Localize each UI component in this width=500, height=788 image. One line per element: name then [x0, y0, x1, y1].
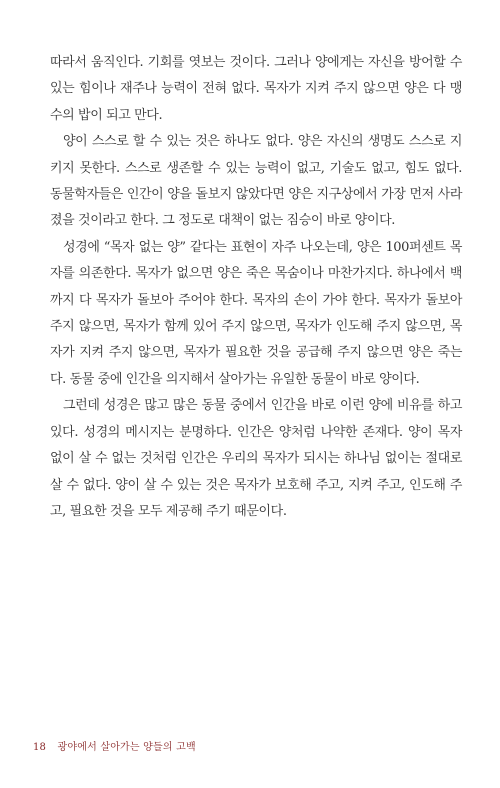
page-number: 18 — [33, 742, 47, 753]
paragraph-continued: 따라서 움직인다. 기회를 엿보는 것이다. 그러나 양에게는 자신을 방어할 수 있는 힘이나 재주나 능력이 전혀 없다. 목자가 지켜 주지 않으면 양은 다 맹수의 밥이 되고 만다. — [50, 55, 462, 123]
page-body-text — [50, 50, 462, 525]
running-book-title: 광야에서 살아가는 양들의 고백 — [57, 742, 196, 753]
paragraph-bible-metaphor: 그런데 성경은 많고 많은 동물 중에서 인간을 바로 이런 양에 비유를 하고 있다. 성경의 메시지는 분명하다. 인간은 양처럼 나약한 존재다. 양이 목자 없이 살 수 없는 것처럼 인간은 우리의 목자가 되시는 하나님 없이는 절대로 살 수 없다. 양이 살 수 있는 것은 목자가 보호해 주고, 지켜 주고, 인도해 주고, 필요한 것을 모두 제공해 주기 때문이다. — [50, 398, 462, 519]
paragraph-sheep-helpless: 양이 스스로 할 수 있는 것은 하나도 없다. 양은 자신의 생명도 스스로 지키지 못한다. 스스로 생존할 수 있는 능력이 없고, 기술도 없고, 힘도 없다. 동물학자들은 인간이 양을 돌보지 않았다면 양은 지구상에서 가장 먼저 사라졌을 것이라고 한다. 그 정도로 대책이 없는 짐승이 바로 양이다. — [50, 134, 462, 229]
paragraph-sheep-without-shepherd: 성경에 “목자 없는 양” 같다는 표현이 자주 나오는데, 양은 100퍼센트 목자를 의존한다. 목자가 없으면 양은 죽은 목숨이나 마찬가지다. 하나에서 백까지 다 목자가 돌보아 주어야 한다. 목자의 손이 가야 한다. 목자가 돌보아 주지 않으면, 목자가 함께 있어 주지 않으면, 목자가 인도해 주지 않으면, 목자가 지켜 주지 않으면, 목자가 필요한 것을 공급해 주지 않으면 양은 죽는다. 동물 중에 인간을 의지해서 살아가는 유일한 동물이 바로 양이다. — [50, 239, 462, 387]
page-footer — [33, 738, 196, 753]
